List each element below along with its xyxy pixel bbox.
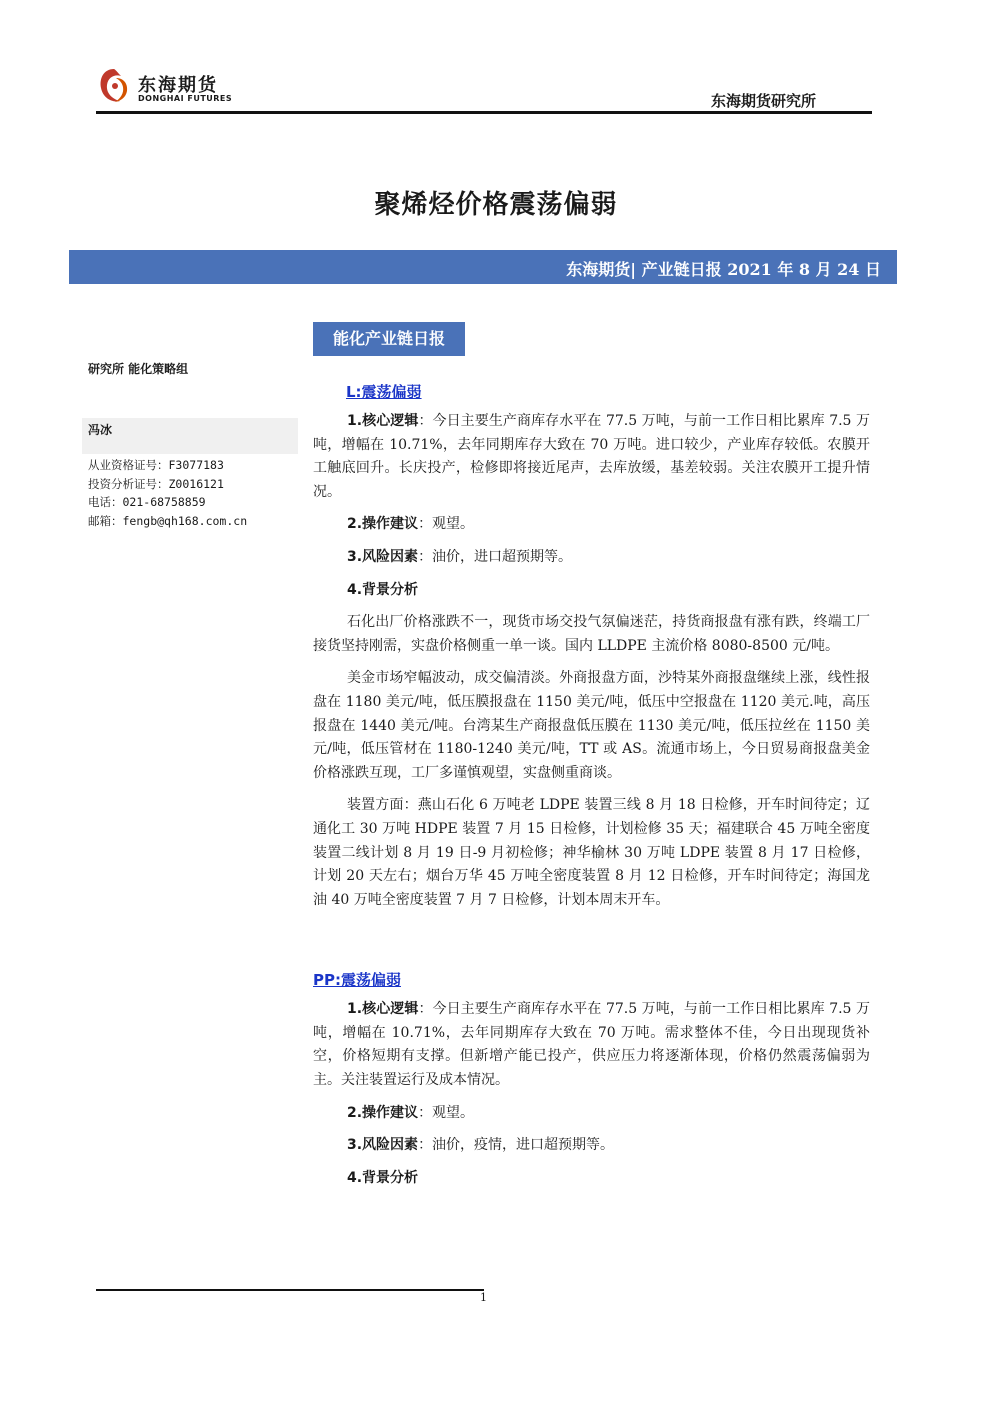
pp-background-heading: [313, 1167, 870, 1191]
section-heading-pp[interactable]: PP:震荡偏弱: [313, 971, 401, 990]
pp-operation-text: ：观望。: [418, 1104, 475, 1121]
pp-operation-advice: [313, 1102, 870, 1126]
author-phone: 电话：021-68758859: [88, 495, 206, 509]
report-body: [313, 381, 870, 1199]
section-spacer: [313, 921, 870, 969]
page-number: 1: [480, 1291, 487, 1304]
l-core-logic-label: 1.核心逻辑: [347, 413, 419, 429]
pp-risk-factors: [313, 1134, 870, 1158]
l-background-heading: [313, 579, 870, 603]
banner-text: 东海期货| 产业链日报 2021 年 8 月 24 日: [566, 260, 881, 279]
document-title: 聚烯烃价格震荡偏弱: [374, 190, 618, 220]
report-banner: [69, 250, 897, 284]
l-background-paragraph: 石化出厂价格涨跌不一，现货市场交投气氛偏迷茫，持货商报盘有涨有跌，终端工厂接货坚持刚需，实盘价格侧重一单一谈。国内 LLDPE 主流价格 8080-8500 元/吨。: [313, 614, 870, 654]
l-background-label: 4.背景分析: [347, 581, 419, 598]
l-risk-factors: [313, 546, 870, 570]
pp-core-logic: [313, 998, 870, 1092]
l-operation-label: 2.操作建议: [347, 516, 419, 533]
l-operation-text: ：观望。: [418, 516, 475, 533]
pp-operation-label: 2.操作建议: [347, 1104, 419, 1121]
author-contact-info: [88, 456, 247, 530]
l-core-logic-text: ：今日主要生产商库存水平在 77.5 万吨，与前一工作日相比累库 7.5 万吨，增幅在 10.71%，去年同期库存大致在 70 万吨。进口较少，产业库存较低。农膜开工触底回升。长庆投产，检修即将接近尾声，去库放缓，基差较弱。关注农膜开工提升情况。: [313, 413, 870, 500]
footer-rule: [96, 1289, 484, 1291]
l-risk-label: 3.风险因素: [347, 548, 419, 565]
pp-risk-text: ：油价，疫情，进口超预期等。: [418, 1137, 615, 1154]
section-heading-l[interactable]: L:震荡偏弱: [346, 383, 422, 401]
logo-chinese-text: 东海期货: [138, 75, 218, 96]
pp-background-label: 4.背景分析: [347, 1169, 419, 1186]
logo-english-text: DONGHAI FUTURES: [138, 94, 233, 103]
donghai-logo-icon: [96, 66, 132, 106]
author-name: 冯冰: [88, 423, 113, 437]
l-background-paragraph: 美金市场窄幅波动，成交偏清淡。外商报盘方面，沙特某外商报盘继续上涨，线性报盘在 1180 美元/吨，低压膜报盘在 1150 美元/吨，低压中空报盘在 1120 美元.吨，高压报盘在 1440 美元/吨。台湾某生产商报盘低压膜在 1130 美元/吨，低压拉丝在 1150 美元/吨，低压管材在 1180-1240 美元/吨，TT 或 AS。流通市场上，今日贸易商报盘美金价格涨跌互现，工厂多谨慎观望，实盘侧重商谈。: [313, 670, 870, 781]
author-department: 研究所 能化策略组: [88, 362, 189, 376]
l-risk-text: ：油价，进口超预期等。: [418, 548, 573, 565]
l-background-paragraph: 装置方面：燕山石化 6 万吨老 LDPE 装置三线 8 月 18 日检修，开车时间待定；辽通化工 30 万吨 HDPE 装置 7 月 15 日检修，计划检修 35 天；福建联合 45 万吨全密度装置二线计划 8 月 19 日-9 月初检修；神华榆林 30 万吨 LDPE 装置 8 月 17 日检修，计划 20 天左右；烟台万华 45 万吨全密度装置 8 月 12 日检修，开车时间待定；海国龙油 40 万吨全密度装置 7 月 7 日检修，计划本周末开车。: [313, 797, 870, 908]
author-email: 邮箱：fengb@qh168.com.cn: [88, 513, 248, 528]
pp-core-logic-text: ：今日主要生产商库存水平在 77.5 万吨，与前一工作日相比累库 7.5 万吨，增幅在 10.71%，去年同期库存大致在 70 万吨。需求整体不佳，今日出现现货补空，价格短期有支撑。但新增产能已投产，供应压力将逐渐体现，价格仍然震荡偏弱为主。关注装置运行及成本情况。: [313, 1001, 870, 1089]
author-analyst-number: 投资分析证号：Z0016121: [88, 476, 224, 491]
institute-name: 东海期货研究所: [710, 92, 816, 110]
pp-risk-label: 3.风险因素: [347, 1137, 419, 1154]
category-label: 能化产业链日报: [313, 322, 465, 356]
l-operation-advice: [313, 513, 870, 537]
author-qualification-number: 从业资格证号：F3077183: [88, 458, 224, 472]
l-core-logic: [313, 410, 870, 504]
header-rule: [96, 111, 872, 114]
author-name-box: [82, 418, 298, 454]
pp-core-logic-label: 1.核心逻辑: [347, 1001, 419, 1018]
